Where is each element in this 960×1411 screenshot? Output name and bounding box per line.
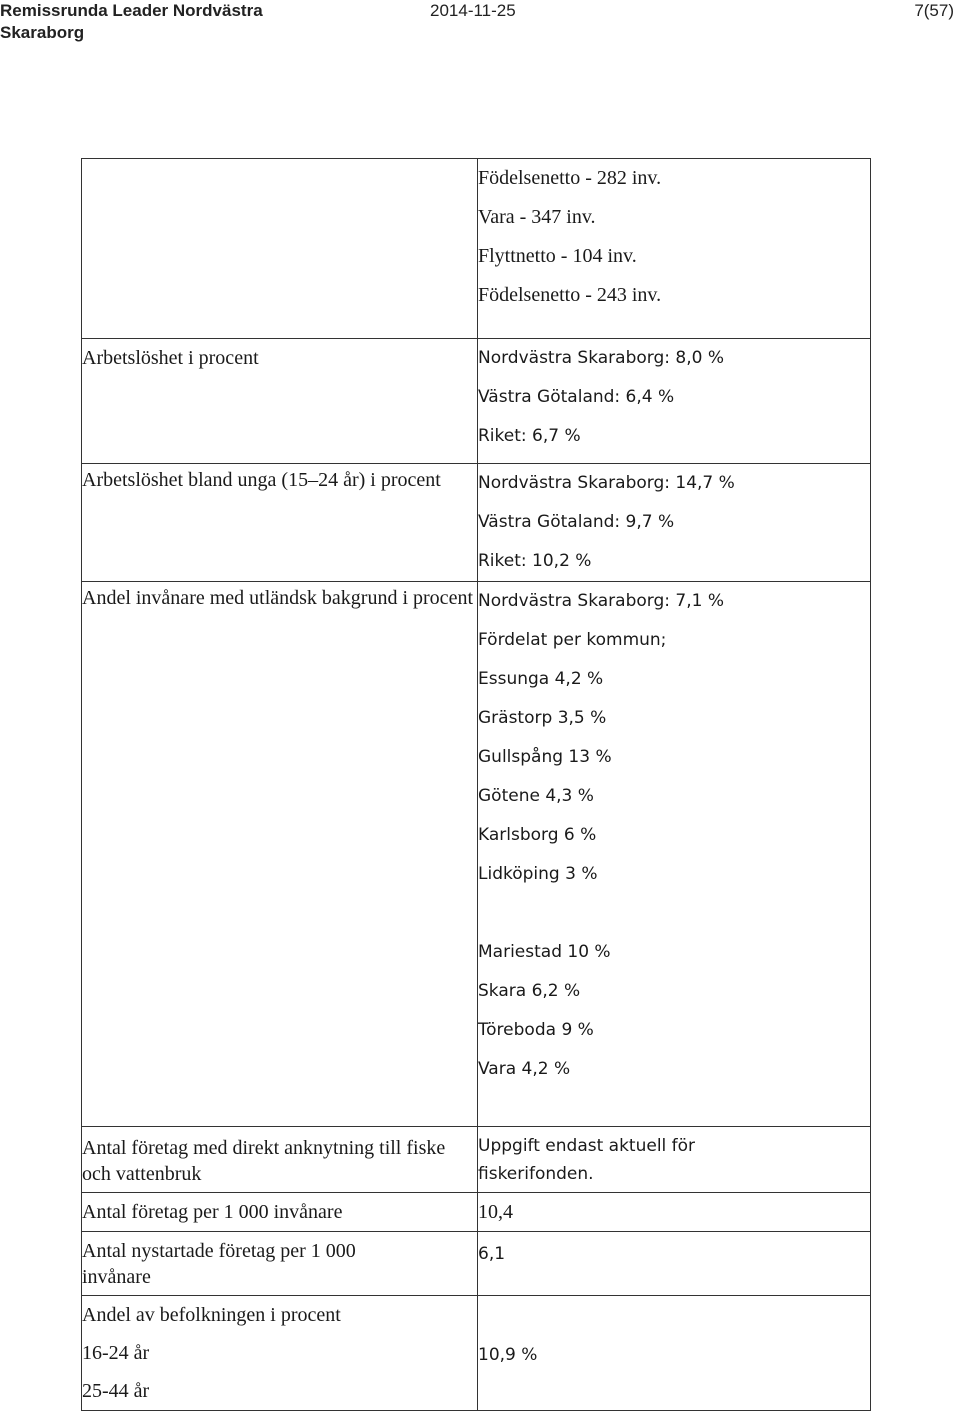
value-cell-foreign-background <box>478 582 871 1127</box>
value-text: 10,4 <box>478 1201 513 1223</box>
value-line: Riket: 10,2 % <box>478 551 592 571</box>
value-line: Vara 4,2 % <box>478 1059 571 1079</box>
age-group: 16-24 år <box>82 1342 150 1364</box>
table-row-fishing <box>82 1127 871 1193</box>
value-text: Uppgift endast aktuell för fiskerifonden. <box>478 1136 696 1184</box>
value-cell-population-change <box>478 159 871 339</box>
value-cell-new-firms <box>478 1232 871 1296</box>
row-label: Andel invånare med utländsk bakgrund i procent <box>82 587 473 609</box>
row-label: Antal företag med direkt anknytning till fiske och vattenbruk <box>82 1137 446 1185</box>
value-line: Götene 4,3 % <box>478 786 594 806</box>
label-cell-unemployment <box>82 339 478 464</box>
age-group: 25-44 år <box>82 1380 150 1402</box>
value-cell-youth-unemployment <box>478 464 871 582</box>
table-row-new-firms <box>82 1232 871 1296</box>
label-cell-new-firms <box>82 1232 478 1296</box>
row-label: Arbetslöshet i procent <box>82 347 259 369</box>
value-line: Västra Götaland: 9,7 % <box>478 512 675 532</box>
table-row-unemployment <box>82 339 871 464</box>
document-title: Remissrunda Leader Nordvästra Skaraborg <box>0 1 263 42</box>
row-label: Antal företag per 1 000 invånare <box>82 1201 343 1223</box>
value-line: Födelsenetto - 243 inv. <box>478 284 662 306</box>
value-line: Töreboda 9 % <box>478 1020 594 1040</box>
label-cell-foreign-background <box>82 582 478 1127</box>
label-cell-population-share <box>82 1296 478 1411</box>
value-cell-population-share <box>478 1296 871 1411</box>
value-line: Lidköping 3 % <box>478 864 598 884</box>
value-line: Västra Götaland: 6,4 % <box>478 387 675 407</box>
value-cell-firms-per-1000 <box>478 1193 871 1232</box>
table-row-population-share <box>82 1296 871 1411</box>
value-line: Vara - 347 inv. <box>478 206 596 228</box>
table-row-firms-per-1000 <box>82 1193 871 1232</box>
label-cell-empty <box>82 159 478 339</box>
table-row-foreign-background <box>82 582 871 1127</box>
label-cell-firms-per-1000 <box>82 1193 478 1232</box>
value-line: Födelsenetto - 282 inv. <box>478 167 662 189</box>
value-text <box>478 1296 870 1334</box>
table-row-youth-unemployment <box>82 464 871 582</box>
label-cell-fishing <box>82 1127 478 1193</box>
value-line: Flyttnetto - 104 inv. <box>478 245 637 267</box>
value-line: Skara 6,2 % <box>478 981 581 1001</box>
label-cell-youth-unemployment <box>82 464 478 582</box>
value-line: Karlsborg 6 % <box>478 825 597 845</box>
value-line: Nordvästra Skaraborg: 7,1 % <box>478 591 724 611</box>
value-line: Gullspång 13 % <box>478 747 612 767</box>
value-text: 6,1 <box>478 1244 506 1264</box>
value-line: Nordvästra Skaraborg: 8,0 % <box>478 348 724 368</box>
document-date: 2014-11-25 <box>430 1 516 20</box>
value-line: Nordvästra Skaraborg: 14,7 % <box>478 473 735 493</box>
value-line: Mariestad 10 % <box>478 942 611 962</box>
spacer <box>478 894 870 933</box>
value-text: 10,9 % <box>478 1345 538 1365</box>
row-label: Antal nystartade företag per 1 000 invånare <box>82 1240 356 1288</box>
value-cell-fishing <box>478 1127 871 1193</box>
statistics-table <box>81 158 871 1411</box>
value-line: Fördelat per kommun; <box>478 630 667 650</box>
table-row-population-change <box>82 159 871 339</box>
value-line: Grästorp 3,5 % <box>478 708 607 728</box>
row-label: Andel av befolkningen i procent <box>82 1304 341 1326</box>
row-label: Arbetslöshet bland unga (15–24 år) i procent <box>82 469 441 491</box>
value-line: Riket: 6,7 % <box>478 426 581 446</box>
value-line: Essunga 4,2 % <box>478 669 604 689</box>
page-number: 7(57) <box>914 1 954 20</box>
value-cell-unemployment <box>478 339 871 464</box>
